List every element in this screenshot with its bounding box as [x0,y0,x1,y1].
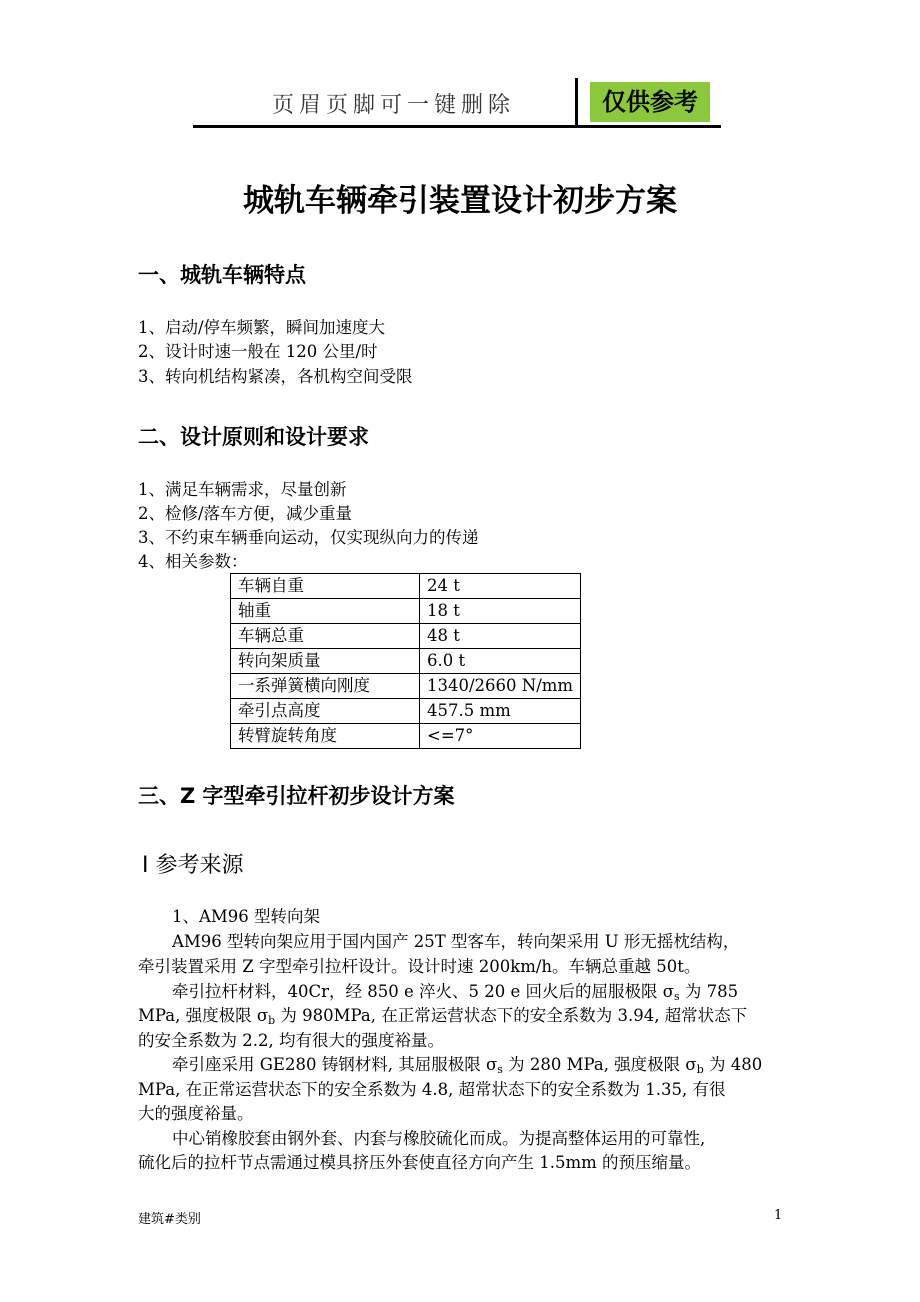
list-item: 2、设计时速一般在 120 公里/时 [138,342,378,361]
text: MPa, 强度极限 σ [138,1006,269,1025]
document-title: 城轨车辆牵引装置设计初步方案 [243,183,677,219]
list-item: 3、转向机结构紧凑，各机构空间受限 [138,367,413,386]
table-row [231,574,581,599]
param-name: 牵引点高度 [231,699,420,724]
table-row [231,624,581,649]
header-text: 页眉页脚可一键删除 [272,93,516,118]
param-value: 24 t [420,574,581,599]
table-row [231,724,581,749]
table-row [231,649,581,674]
subscript: s [497,1063,503,1076]
text: 为 480 [703,1055,763,1074]
table-row [231,599,581,624]
text: 牵引座采用 GE280 铸钢材料, 其屈服极限 σ [172,1055,498,1074]
list-item: 1、满足车辆需求，尽量创新 [138,480,347,499]
list-item: 4、相关参数： [138,552,248,571]
param-value: 18 t [420,599,581,624]
param-name: 车辆总重 [231,624,420,649]
list-item: 1、启动/停车频繁，瞬间加速度大 [138,318,386,337]
section-heading-2: 二、设计原则和设计要求 [138,425,369,449]
body-line: MPa, 在正常运营状态下的安全系数为 4.8, 超常状态下的安全系数为 1.35, 有很 [138,1080,726,1099]
param-name: 轴重 [231,599,420,624]
list-item: 3、不约束车辆垂向运动，仅实现纵向力的传递 [138,528,479,547]
param-name: 转向架质量 [231,649,420,674]
param-value: <=7° [420,724,581,749]
body-line: AM96 型转向架应用于国内国产 25T 型客车，转向架采用 U 形无摇枕结构， [172,932,740,951]
text: 为 980MPa, 在正常运营状态下的安全系数为 3.94, 超常状态下 [275,1006,748,1025]
body-line: 牵引装置采用 Z 字型牵引拉杆设计。设计时速 200km/h。车辆总重越 50t。 [138,957,701,976]
section-heading-1: 一、城轨车辆特点 [138,263,306,287]
subscript: s [674,990,680,1003]
header-badge: 仅供参考 [590,82,710,122]
params-table [230,573,581,749]
body-line: 硫化后的拉杆节点需通过模具挤压外套使直径方向产生 1.5mm 的预压缩量。 [138,1153,702,1172]
subsection-heading: Ⅰ 参考来源 [142,853,244,878]
param-name: 车辆自重 [231,574,420,599]
table-row [231,674,581,699]
section-heading-3: 三、Z 字型牵引拉杆初步设计方案 [138,784,455,808]
body-line: 的安全系数为 2.2, 均有很大的强度裕量。 [138,1031,444,1050]
param-name: 转臂旋转角度 [231,724,420,749]
body-line: 1、AM96 型转向架 [172,907,321,926]
body-line: 大的强度裕量。 [138,1104,254,1123]
param-value: 6.0 t [420,649,581,674]
body-line: 中心销橡胶套由钢外套、内套与橡胶硫化而成。为提高整体运用的可靠性, [172,1129,706,1148]
param-value: 457.5 mm [420,699,581,724]
table-row [231,699,581,724]
text: 牵引拉杆材料，40Cr，经 850 e 淬火、5 20 e 回火后的屈服极限 σ [172,982,675,1001]
page-number: 1 [774,1208,783,1223]
header-divider [575,78,578,126]
param-value: 48 t [420,624,581,649]
subscript: b [696,1063,704,1076]
param-value: 1340/2660 N/mm [420,674,581,699]
text: 为 280 MPa, 强度极限 σ [502,1055,697,1074]
header-rule [193,125,721,128]
list-item: 2、检修/落车方便，减少重量 [138,504,353,523]
footer-category: 建筑#类别 [138,1212,201,1227]
text: 为 785 [679,982,739,1001]
subscript: b [268,1014,276,1027]
param-name: 一系弹簧横向刚度 [231,674,420,699]
